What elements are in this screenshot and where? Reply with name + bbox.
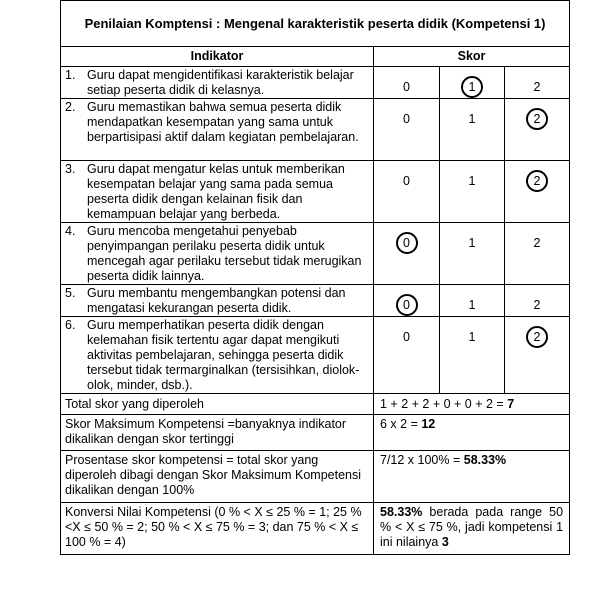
indicator-rows	[61, 67, 570, 394]
total-label: Total skor yang diperoleh	[61, 394, 374, 415]
indicator-text: Guru dapat mengidentifikasi karakteristik belajar setiap peserta didik di kelasnya.	[87, 68, 354, 97]
score-option: 0	[403, 80, 410, 94]
indicator-number: 2.	[65, 100, 76, 114]
score-option: 2	[533, 80, 541, 94]
indicator-cell	[61, 67, 374, 99]
circled-score: 0	[396, 232, 418, 254]
score-cell	[374, 317, 440, 394]
score-option: 2	[533, 236, 541, 250]
score-cell	[440, 161, 505, 223]
score-cell	[440, 317, 505, 394]
conversion-value-cell	[374, 503, 570, 555]
conversion-result: 3	[441, 535, 449, 549]
score-cell	[440, 99, 505, 161]
max-expression: 6 x 2 =	[380, 417, 422, 431]
indicator-row	[61, 67, 570, 99]
score-cell	[505, 285, 570, 317]
indicator-cell	[61, 223, 374, 285]
indicator-number: 3.	[65, 162, 76, 176]
total-value: 7	[507, 396, 515, 411]
score-cell	[374, 285, 440, 317]
conversion-text: berada pada range 50 % < X ≤ 75 %, jadi kompetensi 1 ini nilainya	[380, 505, 564, 549]
score-option: 1	[468, 236, 476, 250]
indicator-cell	[61, 99, 374, 161]
score-option: 1	[468, 330, 476, 344]
total-value-cell	[374, 394, 570, 415]
header-skor: Skor	[374, 47, 570, 67]
max-label: Skor Maksimum Kompetensi =banyaknya indikator dikalikan dengan skor tertinggi	[61, 415, 374, 451]
indicator-number: 6.	[65, 318, 76, 332]
score-cell	[374, 99, 440, 161]
indicator-row	[61, 161, 570, 223]
header-indikator: Indikator	[61, 47, 374, 67]
score-cell	[505, 161, 570, 223]
score-option: 2	[533, 298, 541, 312]
score-cell	[505, 223, 570, 285]
indicator-row	[61, 223, 570, 285]
indicator-cell	[61, 317, 374, 394]
indicator-text: Guru membantu mengembangkan potensi dan mengatasi kekurangan peserta didik.	[87, 286, 346, 315]
indicator-row	[61, 285, 570, 317]
circled-score: 2	[526, 326, 548, 348]
percentage-expression: 7/12 x 100% =	[380, 453, 464, 467]
total-expression: 1 + 2 + 2 + 0 + 0 + 2 =	[380, 396, 508, 411]
conversion-percentage: 58.33%	[380, 505, 423, 519]
score-cell	[374, 223, 440, 285]
score-cell	[440, 223, 505, 285]
conversion-label: Konversi Nilai Kompetensi (0 % < X ≤ 25 % = 1; 25 % <X ≤ 50 % = 2; 50 % < X ≤ 75 % = 3; dan 75 % < X ≤ 100 % = 4)	[61, 503, 374, 555]
indicator-number: 4.	[65, 224, 76, 238]
circled-score: 0	[396, 294, 418, 316]
competency-table	[60, 0, 570, 555]
score-cell	[505, 99, 570, 161]
score-option: 1	[468, 112, 476, 126]
indicator-text: Guru dapat mengatur kelas untuk memberikan kesempatan belajar yang sama pada semua peserta didik dengan kelainan fisik dan kemampuan belajar yang berbeda.	[87, 162, 345, 221]
score-cell	[374, 161, 440, 223]
indicator-row	[61, 317, 570, 394]
indicator-text: Guru mencoba mengetahui penyebab penyimpangan perilaku peserta didik untuk mencegah agar perilaku tersebut tidak merugikan peserta didik lainnya.	[87, 224, 362, 283]
indicator-cell	[61, 285, 374, 317]
score-cell	[505, 67, 570, 99]
circled-score: 1	[461, 76, 483, 98]
score-cell	[440, 285, 505, 317]
score-option: 1	[468, 174, 476, 188]
indicator-row	[61, 99, 570, 161]
max-value-cell	[374, 415, 570, 451]
indicator-number: 1.	[65, 68, 76, 82]
score-option: 0	[403, 174, 410, 188]
percentage-value: 58.33%	[463, 453, 507, 467]
score-cell	[505, 317, 570, 394]
indicator-text: Guru memastikan bahwa semua peserta didik mendapatkan kesempatan yang sama untuk berpartisipasi aktif dalam kegiatan pembelajaran.	[87, 100, 359, 144]
score-option: 1	[468, 298, 476, 312]
max-value: 12	[421, 417, 436, 431]
indicator-cell	[61, 161, 374, 223]
indicator-number: 5.	[65, 286, 76, 300]
table-title: Penilaian Komptensi : Mengenal karakteristik peserta didik (Kompetensi 1)	[61, 1, 570, 47]
circled-score: 2	[526, 108, 548, 130]
percentage-label: Prosentase skor kompetensi = total skor yang diperoleh dibagi dengan Skor Maksimum Kompetensi dikalikan dengan 100%	[61, 451, 374, 503]
score-option: 0	[403, 330, 410, 344]
score-cell	[440, 67, 505, 99]
score-option: 0	[403, 112, 410, 126]
score-cell	[374, 67, 440, 99]
percentage-value-cell	[374, 451, 570, 503]
circled-score: 2	[526, 170, 548, 192]
indicator-text: Guru memperhatikan peserta didik dengan kelemahan fisik tertentu agar dapat mengikuti aktivitas pembelajaran, sehingga peserta didik tersebut tidak termarginalkan (tersisihkan, diolok-olok, minder, dsb.).	[87, 318, 360, 392]
